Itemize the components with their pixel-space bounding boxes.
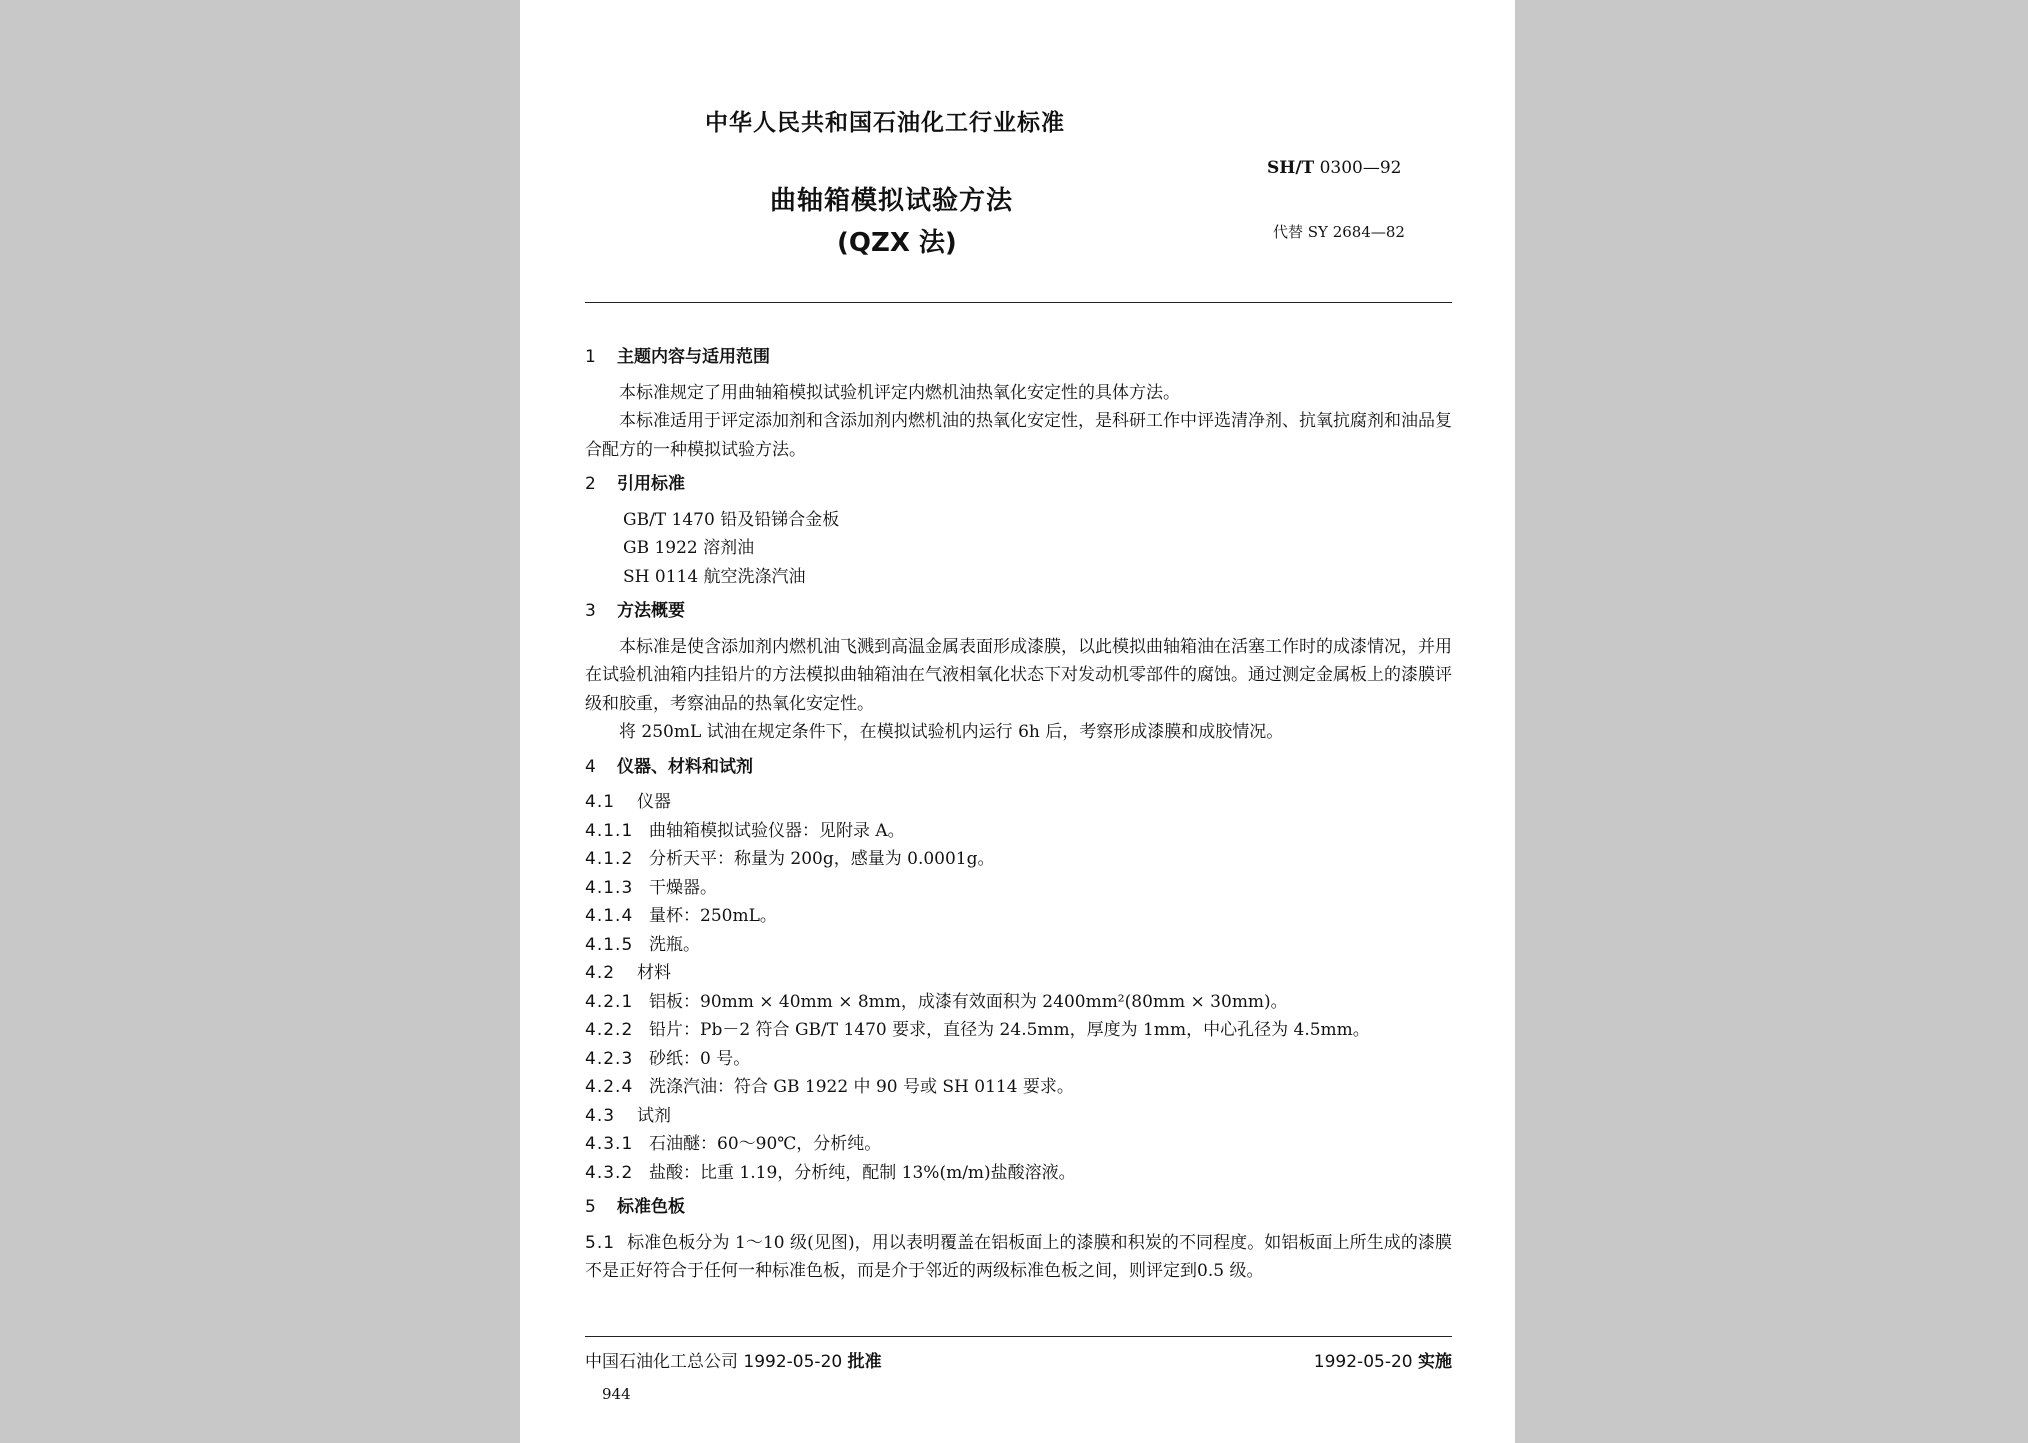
implementation-date: 1992-05-20: [1313, 1352, 1418, 1372]
section-title: 标准色板: [617, 1197, 685, 1217]
standard-code-number: 0300—92: [1314, 158, 1402, 178]
item-text: 铅片：Pb－2 符合 GB/T 1470 要求，直径为 24.5mm，厚度为 1mm，中心孔径为 4.5mm。: [649, 1020, 1370, 1040]
list-item: [585, 788, 1452, 817]
document-subtitle: (QZX 法): [837, 228, 957, 258]
paragraph: 本标准规定了用曲轴箱模拟试验机评定内燃机油热氧化安定性的具体方法。: [619, 382, 1180, 403]
item-text: 盐酸：比重 1.19，分析纯，配制 13%(m/m)盐酸溶液。: [649, 1162, 1076, 1183]
item-text: 洗瓶。: [649, 934, 700, 955]
document-page: [520, 0, 1515, 1443]
item-number: 4.2.4: [585, 1077, 634, 1097]
document-body: [585, 340, 1452, 1286]
section-title: 仪器、材料和试剂: [617, 756, 753, 777]
paragraph: 本标准是使含添加剂内燃机油飞溅到高温金属表面形成漆膜，以此模拟曲轴箱油在活塞工作时的成漆情况，并用在试验机油箱内挂铅片的方法模拟曲轴箱油在气液相氧化状态下对发动机零部件的腐蚀。通过测定金属板上的漆膜评级和胶重，考察油品的热氧化安定性。: [585, 636, 1452, 714]
section-1-heading: [585, 343, 1452, 372]
list-item: [585, 1045, 1452, 1074]
list-item: [585, 874, 1452, 903]
item-number: 4.3: [585, 1105, 616, 1126]
reference-item: GB/T 1470 铅及铅锑合金板: [623, 509, 840, 530]
item-text: 仪器: [637, 792, 671, 812]
item-number: 4.3.2: [585, 1162, 634, 1183]
item-text: 石油醚：60～90℃，分析纯。: [649, 1134, 882, 1154]
item-number: 4.2.2: [585, 1020, 634, 1040]
footer-divider: [585, 1336, 1452, 1337]
list-item: [585, 931, 1452, 960]
section-3-heading: [585, 597, 1452, 626]
list-item: [585, 1159, 1452, 1188]
item-list: [585, 788, 1452, 1187]
item-text: 干燥器。: [649, 877, 717, 898]
section-title: 引用标准: [617, 474, 685, 494]
section-5-heading: [585, 1193, 1452, 1222]
approving-org: 中国石油化工总公司 1992-05-20: [585, 1352, 848, 1372]
item-text: 分析天平：称量为 200g，感量为 0.0001g。: [649, 849, 995, 869]
document-title: 曲轴箱模拟试验方法: [770, 186, 1014, 216]
item-text: 试剂: [637, 1105, 671, 1126]
section-4-heading: [585, 753, 1452, 782]
item-number: 4.2.1: [585, 991, 634, 1012]
standard-code: [1267, 158, 1402, 178]
list-item: [585, 1130, 1452, 1159]
item-number: 4.3.1: [585, 1134, 634, 1154]
item-text: 量杯：250mL。: [649, 906, 777, 926]
approval-line: [585, 1347, 882, 1372]
item-number: 4.1.2: [585, 849, 634, 869]
standard-code-prefix: SH/T: [1267, 158, 1315, 178]
paragraph-text: 标准色板分为 1～10 级(见图)，用以表明覆盖在铝板面上的漆膜和积炭的不同程度。如铝板面上所生成的漆膜不是正好符合于任何一种标准色板，而是介于邻近的两级标准色板之间，则评定到0.5 级。: [585, 1232, 1452, 1281]
implementation-line: [1314, 1347, 1452, 1372]
list-item: [585, 959, 1452, 988]
section-title: 主题内容与适用范围: [617, 347, 770, 367]
page-number: 944: [602, 1385, 631, 1403]
reference-item: SH 0114 航空洗涤汽油: [623, 566, 806, 587]
item-text: 铝板：90mm × 40mm × 8mm，成漆有效面积为 2400mm²(80mm × 30mm)。: [649, 991, 1288, 1012]
item-number: 4.1.3: [585, 877, 634, 898]
list-item: [585, 902, 1452, 931]
item-text: 砂纸：0 号。: [649, 1048, 751, 1069]
list-item: [585, 1102, 1452, 1131]
implementation-label: 实施: [1418, 1352, 1452, 1372]
reference-item: GB 1922 溶剂油: [623, 538, 755, 558]
list-item: [585, 988, 1452, 1017]
list-item: [585, 1016, 1452, 1045]
paragraph: 本标准适用于评定添加剂和含添加剂内燃机油的热氧化安定性，是科研工作中评选清净剂、抗氧抗腐剂和油品复合配方的一种模拟试验方法。: [585, 411, 1452, 460]
item-number: 4.1.5: [585, 934, 634, 955]
section-number: 2: [585, 474, 596, 494]
issuing-authority: 中华人民共和国石油化工行业标准: [705, 110, 1065, 136]
section-number: 1: [585, 347, 596, 367]
section-title: 方法概要: [617, 601, 685, 621]
item-number: 4.1.4: [585, 906, 634, 926]
item-text: 洗涤汽油：符合 GB 1922 中 90 号或 SH 0114 要求。: [649, 1077, 1074, 1097]
list-item: [585, 817, 1452, 846]
paragraph: 将 250mL 试油在规定条件下，在模拟试验机内运行 6h 后，考察形成漆膜和成胶情况。: [619, 722, 1284, 742]
section-number: 4: [585, 756, 596, 777]
item-text: 材料: [637, 963, 671, 983]
section-number: 5: [585, 1197, 596, 1217]
list-item: [585, 845, 1452, 874]
paragraph: [585, 1229, 1452, 1286]
item-number: 4.1: [585, 792, 616, 812]
section-2-heading: [585, 470, 1452, 499]
approval-label: 批准: [847, 1352, 882, 1372]
item-number: 4.2: [585, 963, 616, 983]
replaces-standard: 代替 SY 2684—82: [1273, 223, 1405, 241]
item-text: 曲轴箱模拟试验仪器：见附录 A。: [649, 820, 905, 841]
header-divider: [585, 302, 1452, 303]
item-number: 5.1: [585, 1232, 616, 1253]
list-item: [585, 1073, 1452, 1102]
section-number: 3: [585, 601, 596, 621]
item-number: 4.2.3: [585, 1048, 634, 1069]
item-number: 4.1.1: [585, 820, 634, 841]
